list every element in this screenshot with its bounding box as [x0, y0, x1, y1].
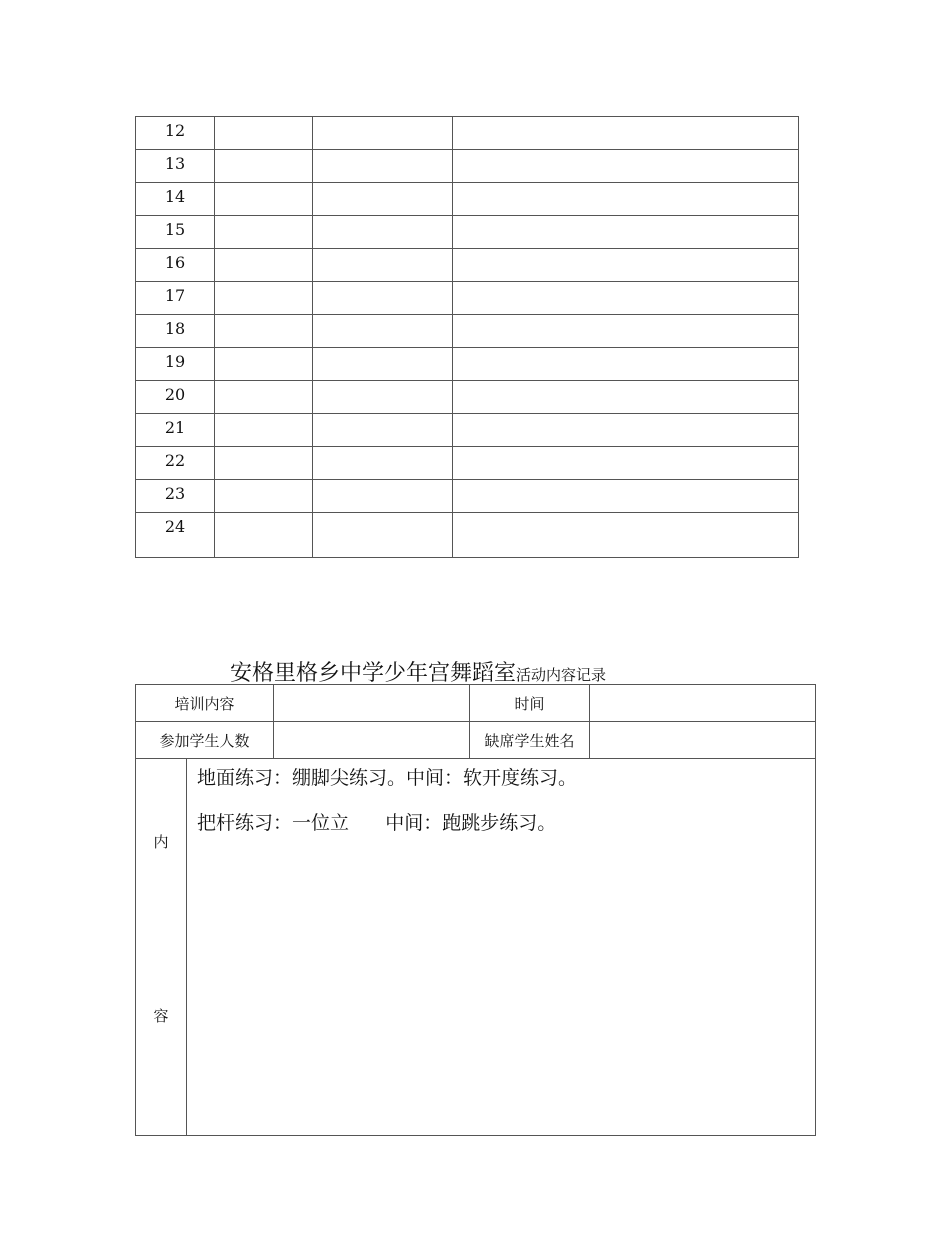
- activity-record-table: [135, 684, 816, 1136]
- roster-row: [136, 216, 799, 249]
- row-number: 21: [136, 414, 215, 447]
- roster-cell[interactable]: [453, 381, 799, 414]
- side-label-top: 内: [153, 833, 169, 851]
- roster-row: [136, 480, 799, 513]
- roster-cell[interactable]: [453, 282, 799, 315]
- roster-cell[interactable]: [313, 249, 453, 282]
- time-value[interactable]: [590, 685, 816, 722]
- row-number: 16: [136, 249, 215, 282]
- training-content-value[interactable]: [274, 685, 470, 722]
- row-number: 20: [136, 381, 215, 414]
- roster-cell[interactable]: [313, 150, 453, 183]
- roster-cell[interactable]: [313, 183, 453, 216]
- roster-cell[interactable]: [453, 315, 799, 348]
- absent-students-value[interactable]: [590, 722, 816, 759]
- row-number: 17: [136, 282, 215, 315]
- roster-table: [135, 116, 799, 558]
- roster-row: [136, 315, 799, 348]
- row-number: 24: [136, 513, 215, 558]
- roster-cell[interactable]: [453, 150, 799, 183]
- roster-row: [136, 513, 799, 558]
- heading-title: 安格里格乡中学少年宫舞蹈室: [230, 661, 517, 686]
- roster-cell[interactable]: [313, 480, 453, 513]
- content-body[interactable]: [187, 759, 816, 1136]
- content-line-2: 把杆练习：一位立 中间：跑跳步练习。: [197, 812, 557, 834]
- row-number: 23: [136, 480, 215, 513]
- roster-cell[interactable]: [215, 348, 313, 381]
- roster-cell[interactable]: [215, 183, 313, 216]
- roster-cell[interactable]: [215, 513, 313, 558]
- row-number: 18: [136, 315, 215, 348]
- roster-cell[interactable]: [453, 348, 799, 381]
- roster-cell[interactable]: [453, 414, 799, 447]
- roster-cell[interactable]: [453, 249, 799, 282]
- roster-row: [136, 414, 799, 447]
- row-number: 14: [136, 183, 215, 216]
- roster-row: [136, 447, 799, 480]
- row-number: 12: [136, 117, 215, 150]
- content-line-1: 地面练习：绷脚尖练习。中间：软开度练习。: [197, 767, 578, 789]
- heading-suffix: 活动内容记录: [516, 666, 607, 684]
- roster-cell[interactable]: [313, 348, 453, 381]
- row-number: 13: [136, 150, 215, 183]
- side-label-bottom: 容: [153, 1007, 169, 1025]
- roster-cell[interactable]: [215, 117, 313, 150]
- row-number: 15: [136, 216, 215, 249]
- row-number: 22: [136, 447, 215, 480]
- absent-students-label: 缺席学生姓名: [470, 722, 590, 759]
- roster-cell[interactable]: [215, 381, 313, 414]
- row-number: 19: [136, 348, 215, 381]
- roster-cell[interactable]: [453, 183, 799, 216]
- roster-cell[interactable]: [453, 216, 799, 249]
- roster-cell[interactable]: [215, 249, 313, 282]
- training-content-label: 培训内容: [136, 685, 274, 722]
- roster-row: [136, 249, 799, 282]
- roster-row: [136, 282, 799, 315]
- roster-cell[interactable]: [313, 315, 453, 348]
- roster-cell[interactable]: [215, 447, 313, 480]
- roster-cell[interactable]: [215, 282, 313, 315]
- roster-cell[interactable]: [313, 414, 453, 447]
- participants-value[interactable]: [274, 722, 470, 759]
- roster-cell[interactable]: [313, 282, 453, 315]
- content-side-label: [136, 759, 187, 1136]
- roster-cell[interactable]: [313, 513, 453, 558]
- roster-row: [136, 150, 799, 183]
- roster-cell[interactable]: [215, 150, 313, 183]
- roster-row: [136, 183, 799, 216]
- roster-cell[interactable]: [215, 216, 313, 249]
- roster-row: [136, 117, 799, 150]
- roster-cell[interactable]: [453, 447, 799, 480]
- time-label: 时间: [470, 685, 590, 722]
- participants-label: 参加学生人数: [136, 722, 274, 759]
- roster-cell[interactable]: [215, 480, 313, 513]
- roster-cell[interactable]: [313, 447, 453, 480]
- record-heading: [230, 656, 606, 687]
- roster-cell[interactable]: [313, 381, 453, 414]
- roster-cell[interactable]: [453, 480, 799, 513]
- roster-cell[interactable]: [453, 117, 799, 150]
- roster-cell[interactable]: [453, 513, 799, 558]
- roster-row: [136, 381, 799, 414]
- roster-cell[interactable]: [215, 414, 313, 447]
- roster-cell[interactable]: [313, 117, 453, 150]
- roster-cell[interactable]: [215, 315, 313, 348]
- roster-row: [136, 348, 799, 381]
- roster-cell[interactable]: [313, 216, 453, 249]
